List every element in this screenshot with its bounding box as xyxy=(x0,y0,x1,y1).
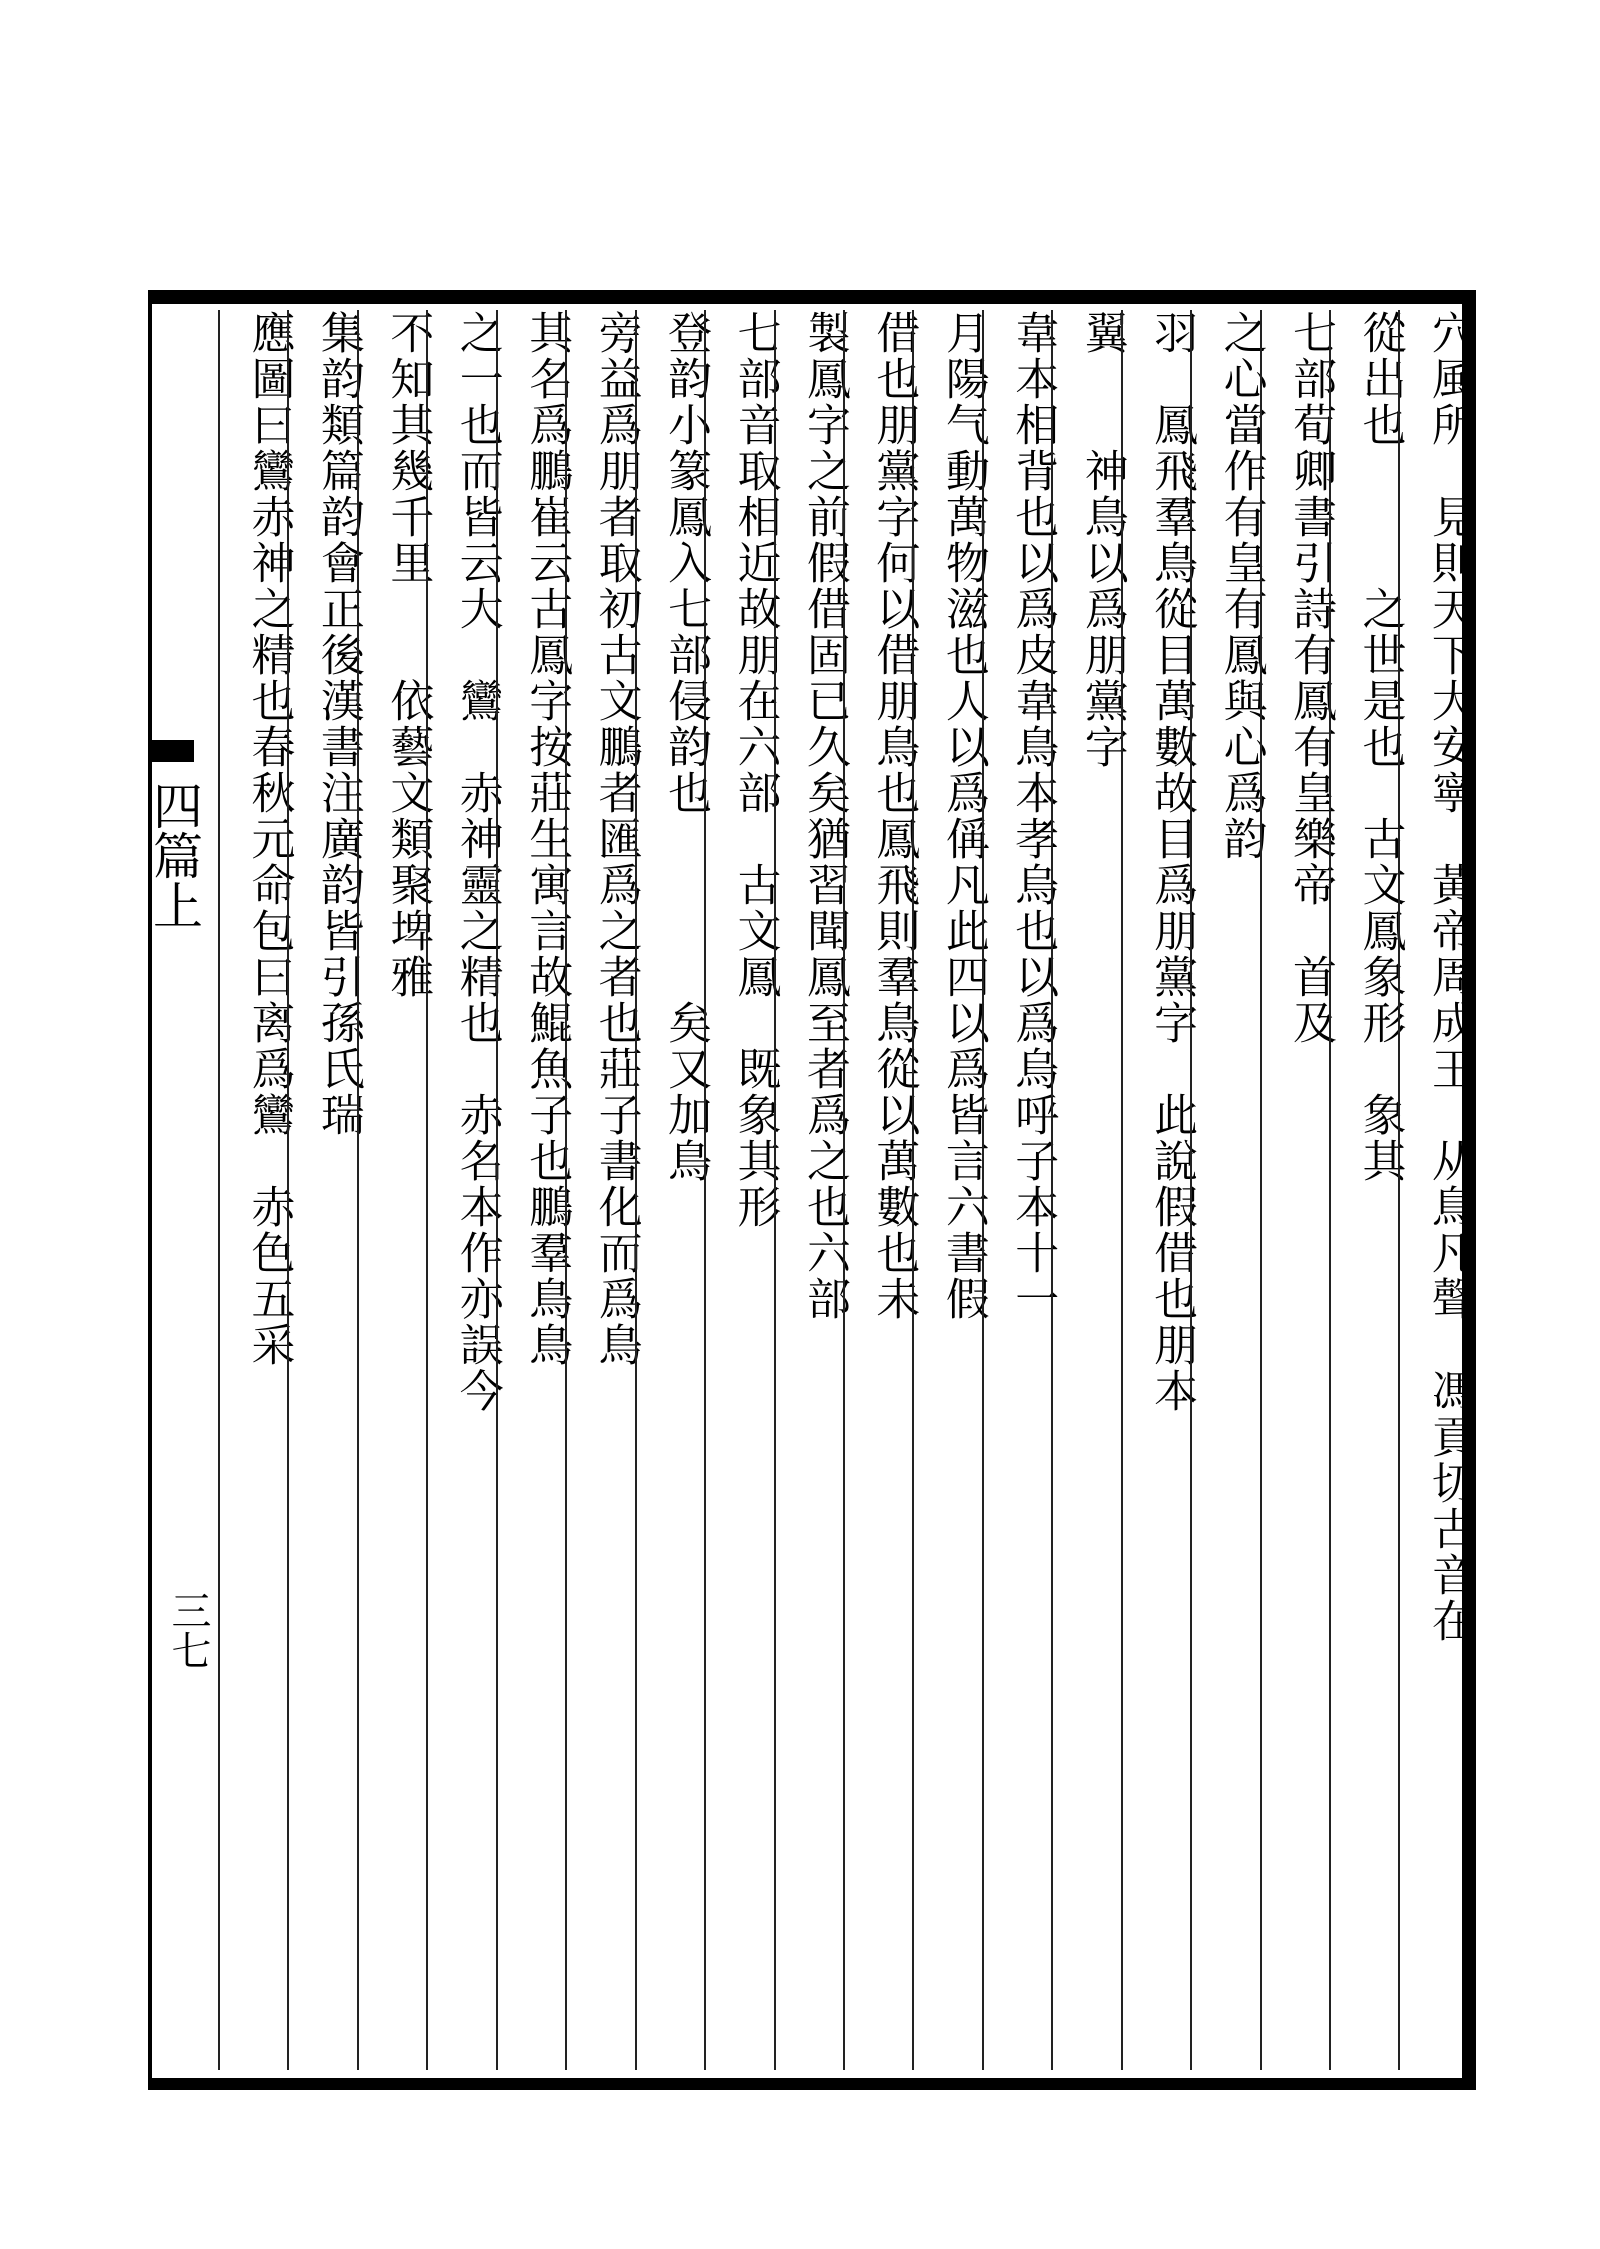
text-column: 月陽气動萬物滋也人以爲偁凡此四以爲皆言六書假 xyxy=(912,310,981,2070)
margin-chapter-label: 四篇上 xyxy=(145,780,203,930)
text-column: 製鳳字之前假借固已久矣猶習聞鳳至者爲之也六部 xyxy=(774,310,843,2070)
text-column: 應圖曰鸞赤神之精也春秋元命包曰离爲鸞 赤色五采 xyxy=(218,310,287,2070)
text-columns xyxy=(218,310,1475,2070)
text-column: 集韵類篇韵會正後漢書注廣韵皆引孫氏瑞 xyxy=(287,310,356,2070)
text-column: 不知其幾千里 依藝文類聚埤雅 xyxy=(357,310,426,2070)
text-column: 羽 鳳飛羣鳥從目萬數故目爲朋黨字 此說假借也朋本 xyxy=(1121,310,1190,2070)
text-column: 登韵小篆鳳入七部侵韵也 矣又加鳥 xyxy=(635,310,704,2070)
text-column: 翼 神鳥以爲朋黨字 xyxy=(1051,310,1120,2070)
text-column: 旁益爲朋者取初古文鵬者匯爲之者也莊子書化而爲鳥 xyxy=(565,310,634,2070)
margin-folio-number: 三七 xyxy=(165,1590,211,1670)
text-column: 七部荀卿書引詩有鳳有皇樂帝 首及 xyxy=(1260,310,1329,2070)
text-column: 之一也而皆云大 鸞 赤神靈之精也 赤名本作亦誤今 xyxy=(426,310,495,2070)
text-column: 從出也 之世是也 古文鳳象形 象其 xyxy=(1329,310,1398,2070)
text-column: 七部音取相近故朋在六部 古文鳳 既象其形 xyxy=(704,310,773,2070)
text-column: 穴風所 見則天下大安寧 黃帝周成王 从鳥凡聲 馮貢切古音在 xyxy=(1398,310,1467,2070)
fish-tail-mark xyxy=(150,740,194,762)
text-column: 韋本相背也以爲皮韋鳥本孝烏也以爲烏呼子本十一 xyxy=(982,310,1051,2070)
text-column: 之心當作有皇有鳳與心爲韵 xyxy=(1190,310,1259,2070)
text-column: 借也朋黨字何以借朋鳥也鳳飛則羣鳥從以萬數也未 xyxy=(843,310,912,2070)
text-column: 其名爲鵬崔云古鳳字按莊生寓言故鯤魚子也鵬羣鳥鳥 xyxy=(496,310,565,2070)
